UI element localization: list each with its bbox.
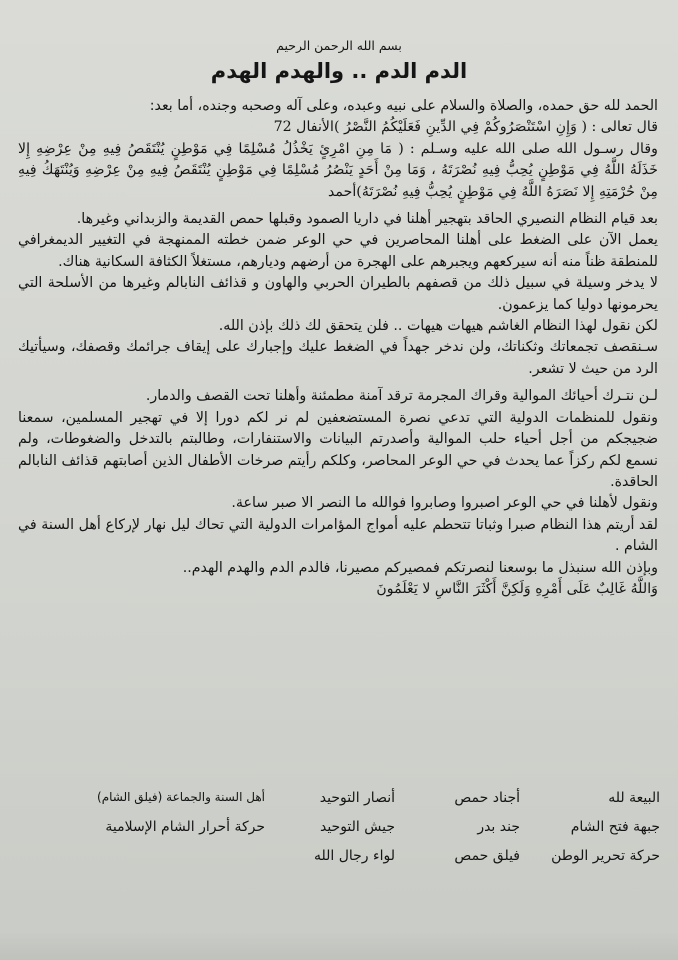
paragraph: ونقول لأهلنا في حي الوعر اصبروا وصابروا فوالله ما النصر الا صبر ساعة. <box>231 495 658 512</box>
page-shadow <box>0 932 678 960</box>
closing-verse: وَاللَّهُ غَالِبٌ عَلَى أَمْرِهِ وَلَكِنَّ أَكْثَرَ النَّاسِ لا يَعْلَمُونَ <box>376 580 658 597</box>
signatory: جبهة فتح الشام <box>570 819 660 835</box>
signatory: حركة تحرير الوطن <box>551 848 660 864</box>
paragraph: بعد قيام النظام النصيري الحاقد بتهجير أهلنا في داريا الصمود وقبلها حمص القديمة والزبداني وغيرها. <box>76 211 658 228</box>
opening-line: الحمد لله حق حمده، والصلاة والسلام على نبيه وعبده، وعلى آله وصحبه وجنده، أما بعد: <box>149 98 658 114</box>
paragraph: لقد أريتم هذا النظام صبرا وثباتا تتحطم عليه أمواج المؤامرات الدولية التي تحاك ليل نهار لإركاع أهل السنة في الشام . <box>18 516 658 555</box>
paragraph: سـنقصف تجمعاتك وثكناتك، ولن ندخر جهداً في الضغط عليك وإجبارك على إيقاف جرائمك وقصفك، وسيأتيك الرد من حيث لا تشعر. <box>18 339 658 377</box>
paragraph: ونقول للمنظمات الدولية التي تدعي نصرة المستضعفين لم نر لكم دورا إلا في تهجير المسلمين، سمعنا ضجيجكم من أجل أحياء حلب الموالية وأصدرتم البيانات والاستنفارات، وطالبتم بالتدخل والضغوطات، ولم نسمع لكم ركزاً عما يحدث في حي الوعر المحاصر، وكلكم رأيتم صرخات الأطفال الذين أصابتهم قذائف النابالم الحاقدة. <box>18 409 658 490</box>
signatory: أجناد حمص <box>454 790 520 806</box>
signatory: جيش التوحيد <box>319 819 395 835</box>
signatory: فيلق حمص <box>454 848 520 864</box>
signatory: أنصار التوحيد <box>319 790 395 806</box>
statement-title: الدم الدم .. والهدم الهدم <box>210 59 468 83</box>
signatory: البيعة لله <box>608 790 660 806</box>
quran-quote: قال تعالى : ( وَإِنِ اسْتَنْصَرُوكُمْ فِي الدِّينِ فَعَلَيْكُمُ النَّصْرُ )الأنفال 72 <box>273 119 658 136</box>
signatory: أهل السنة والجماعة (فيلق الشام) <box>97 790 265 804</box>
signatory-empty <box>20 848 265 864</box>
basmala: بسم الله الرحمن الرحيم <box>276 38 402 53</box>
statement-body <box>18 96 658 600</box>
signatory: حركة أحرار الشام الإسلامية <box>105 819 265 835</box>
paragraph: يعمل الآن على الضغط على أهلنا المحاصرين في حي الوعر ضمن خطته الممنهجة في التغيير الديمغرافي للمنطقة ظناً منه أنه سيركعهم ويجبرهم على الهجرة من أرضهم وديارهم، مستغلاً الكثافة السكانية هناك. <box>18 232 658 270</box>
paragraph: لـن نتـرك أحيائك الموالية وقراك المجرمة ترقد آمنة مطمئنة وأهلنا تحت القصف والدمار. <box>145 388 658 405</box>
paragraph: لا يدخر وسيلة في سبيل ذلك من قصفهم بالطيران الحربي والهاون و قذائف النابالم وغيرها من الأسلحة التي يحرمونها دوليا كما يزعمون. <box>18 275 658 313</box>
paragraph: وبإذن الله سنبذل ما بوسعنا لنصرتكم فمصيركم مصيرنا، فالدم الدم والهدم الهدم.. <box>182 559 658 576</box>
signatory: لواء رجال الله <box>313 848 395 864</box>
hadith-quote: وقال رسـول الله صلى الله عليه وسـلم : ( مَا مِنِ امْرِئٍ يَخْذُلُ مُسْلِمًا فِي مَوْطِنٍ يُنْتَقَصُ فِيهِ مِنْ عِرْضِهِ إِلا خَذَلَهُ اللَّهُ فِي مَوْطِنٍ يُحِبُّ فِيهِ نُصْرَتَهُ ، وَمَا مِنْ أَحَدٍ يَنْصُرُ مُسْلِمًا فِي مَوْطِنٍ يُنْتَقَصُ فِيهِ مِنْ عِرْضِهِ وَيُنْتَهَكُ فِيهِ مِنْ حُرْمَتِهِ إِلا نَصَرَهُ اللَّهُ فِي مَوْطِنٍ يُحِبُّ فِيهِ نُصْرَتَهُ)أحمد <box>18 140 658 200</box>
paragraph: لكن نقول لهذا النظام الغاشم هيهات هيهات .. فلن يتحقق لك ذلك بإذن الله. <box>218 318 658 335</box>
signatory: جند بدر <box>477 819 520 835</box>
signatories-list <box>20 790 660 864</box>
